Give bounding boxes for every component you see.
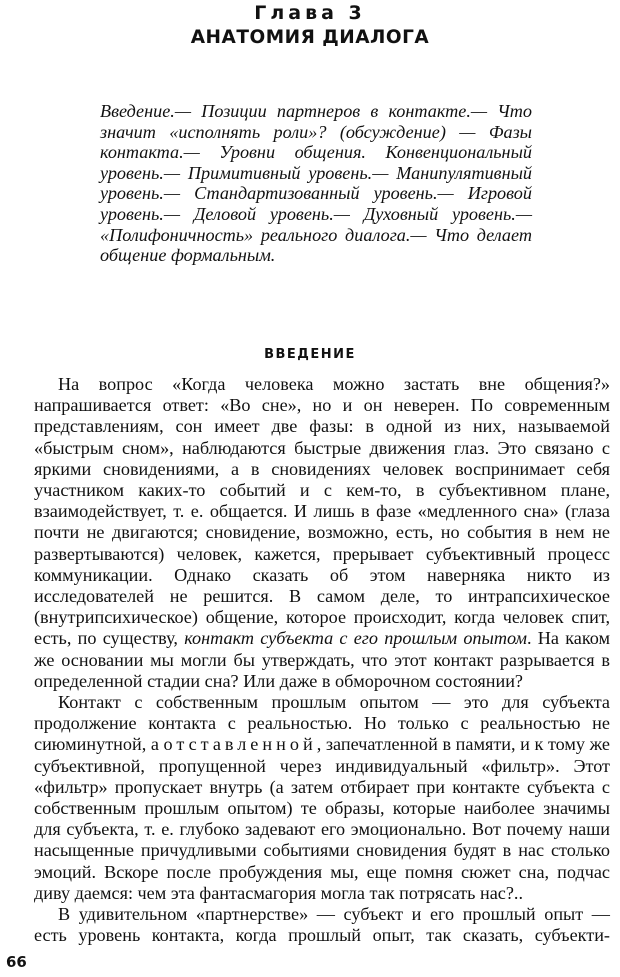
paragraph-2-text-a: Контакт с собственным прошлым опытом — это для субъекта продолжение контакта с реальностью. Но только с реальностью не сиюминутной, а	[34, 692, 610, 755]
paragraph-2-spaced-word: отставленной	[163, 734, 317, 755]
chapter-label: Глава 3	[254, 2, 366, 24]
section-heading: ВВЕДЕНИЕ	[264, 347, 356, 362]
chapter-title: АНАТОМИЯ ДИАЛОГА	[190, 27, 430, 48]
page-number: 66	[6, 953, 27, 971]
paragraph-1-text-a: На вопрос «Когда человека можно застать вне общения?» напрашивается ответ: «Во сне», но и он неверен. По современным представлениям, сон имеет две фазы: в одной из них, называемой «быстрым сном», наблюдаются быстрые движения глаз. Это связано с яркими сновидениями, а в сновидениях человек воспринимает себя участником каких-то событий и с кем-то, в субъективном плане, взаимодействует, т. е. общается. И лишь в фазе «медленного сна» (глаза почти не двигаются; сновидение, возможно, есть, но события в нем не развертываются) человек, кажется, прерывает субъективный процесс коммуникации. Однако сказать об этом наверняка никто из исследователей не решится. В самом деле, то интрапсихическое (внутрипсихическое) общение, которое происходит, когда человек спит, есть, по существу,	[34, 374, 610, 649]
paragraph-2-text-b: , запечатленной в памяти, и к тому же субъективной, пропущенной через индивидуальный «фильтр». Этот «фильтр» пропускает внутрь (а затем отбирает при контакте субъекта с собственным прошлым опытом) те образы, которые наиболее значимы для субъекта, т. е. глубоко задевают его эмоционально. Вот почему наши насыщенные причудливыми событиями сновидения будят в нас столько эмоций. Вскоре после пробуждения мы, еще помня сюжет сна, подчас диву даемся: чем эта фантасмагория могла так потрясать нас?..	[34, 734, 610, 903]
paragraph-1-text-b: . На каком же основании мы могли бы утверждать, что этот контакт разрывается в определенной стадии сна? Или даже в обморочном состоянии?	[34, 628, 610, 691]
paragraph-1	[34, 374, 610, 692]
chapter-abstract: Введение.— Позиции партнеров в контакте.— Что значит «исполнять роли»? (обсуждение) — Фазы контакта.— Уровни общения. Конвенциональный уровень.— Примитивный уровень.— Манипулятивный уровень.— Стандартизованный уровень.— Игровой уровень.— Деловой уровень.— Духовный уровень.— «Полифоничность» реального диалога.— Что делает общение формальным.	[100, 101, 532, 266]
body-text	[34, 374, 610, 946]
paragraph-1-italic: контакт субъекта с его прошлым опытом	[184, 628, 527, 649]
paragraph-2	[34, 692, 610, 904]
paragraph-3: В удивительном «партнерстве» — субъект и его прошлый опыт — есть уровень контакта, когда прошлый опыт, так сказать, субъекти-	[34, 904, 610, 946]
